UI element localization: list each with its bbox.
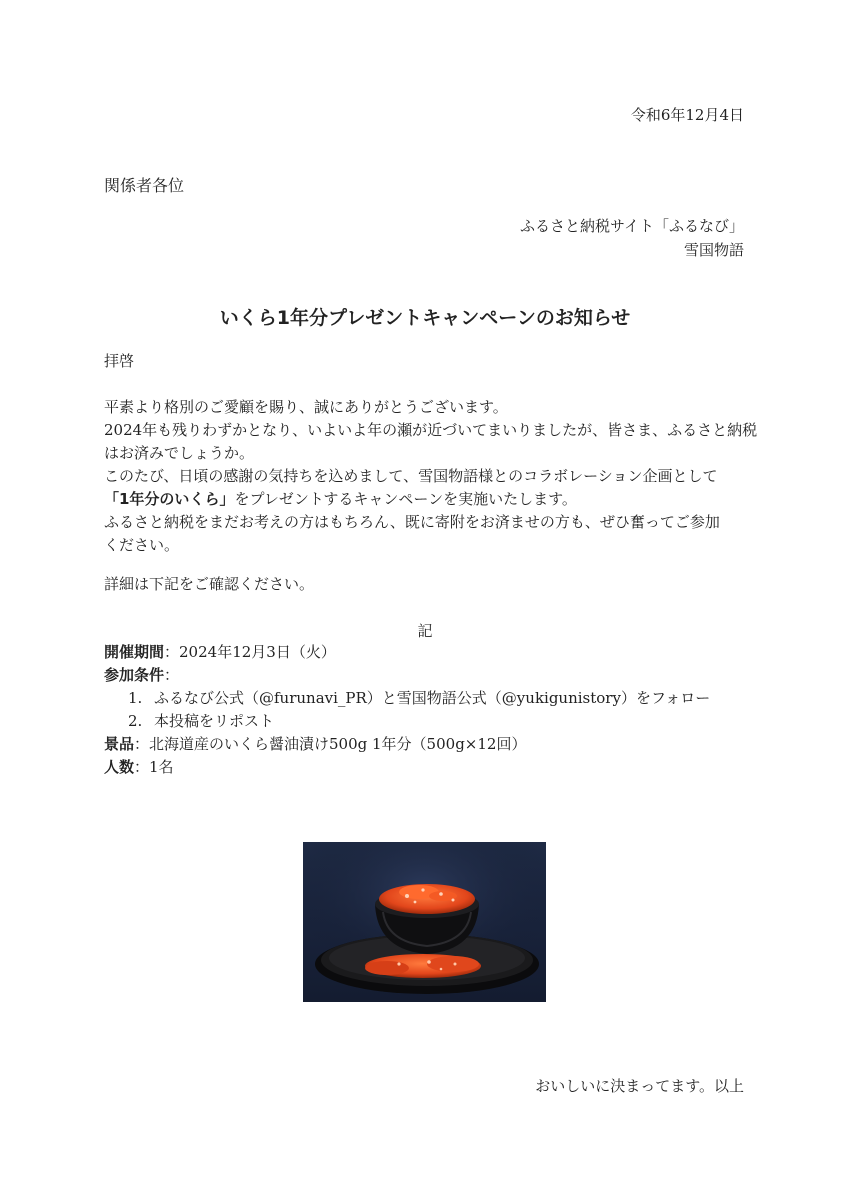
winners-row (104, 756, 710, 779)
details-lead: 詳細は下記をご確認ください。 (104, 575, 315, 593)
ikura-photo (303, 842, 546, 1002)
body-line: はお済みでしょうか。 (104, 444, 255, 462)
prize-row (104, 733, 710, 756)
condition-item (104, 710, 710, 733)
condition-colon: ： (164, 666, 180, 684)
highlight-prize-text: 「1年分のいくら」 (104, 490, 235, 508)
condition-text: ふるなび公式（@furunavi_PR）と雪国物語公式（@yukigunistory）をフォロー (154, 689, 711, 707)
condition-label: 参加条件 (104, 666, 165, 684)
ikura-bowl-illustration (303, 842, 546, 1002)
greeting: 拝啓 (104, 352, 135, 370)
period-value: ：2024年12月3日（火） (164, 643, 336, 661)
details-list (104, 641, 710, 779)
condition-number: 1. (128, 689, 143, 707)
document-title: いくら1年分プレゼントキャンペーンのお知らせ (219, 307, 631, 329)
period-label: 開催期間 (104, 643, 165, 661)
body-line: このたび、日頃の感謝の気持ちを込めまして、雪国物語様とのコラボレーション企画として (104, 467, 718, 485)
sender-site: ふるさと納税サイト「ふるなび」 (520, 217, 744, 235)
body-line: 平素より格別のご愛顧を賜り、誠にありがとうございます。 (104, 398, 508, 416)
body-line: 2024年も残りわずかとなり、いよいよ年の瀬が近づいてまいりましたが、皆さま、ふるさと納税 (104, 421, 758, 439)
body-line-rest: をプレゼントするキャンペーンを実施いたします。 (234, 490, 577, 508)
condition-number: 2. (128, 712, 143, 730)
addressee: 関係者各位 (104, 176, 185, 195)
condition-text: 本投稿をリポスト (154, 712, 275, 730)
body-line: ふるさと納税をまだお考えの方はもちろん、既に寄附をお済ませの方も、ぜひ奮ってご参加 (104, 513, 720, 531)
condition-item (104, 687, 710, 710)
condition-row (104, 664, 710, 687)
sender-block (520, 214, 744, 262)
prize-label: 景品 (104, 735, 135, 753)
winners-value: ：1名 (134, 758, 174, 776)
closing-remark: おいしいに決まってます。以上 (535, 1077, 744, 1095)
document-date: 令和6年12月4日 (630, 106, 744, 124)
body-line: ください。 (104, 536, 180, 554)
prize-value: ：北海道産のいくら醤油漬け500g 1年分（500g×12回） (134, 735, 527, 753)
body-text (104, 396, 758, 557)
ki-heading: 記 (417, 622, 433, 640)
sender-partner: 雪国物語 (683, 241, 744, 259)
winners-label: 人数 (104, 758, 135, 776)
body-line (104, 488, 749, 511)
period-row (104, 641, 710, 664)
